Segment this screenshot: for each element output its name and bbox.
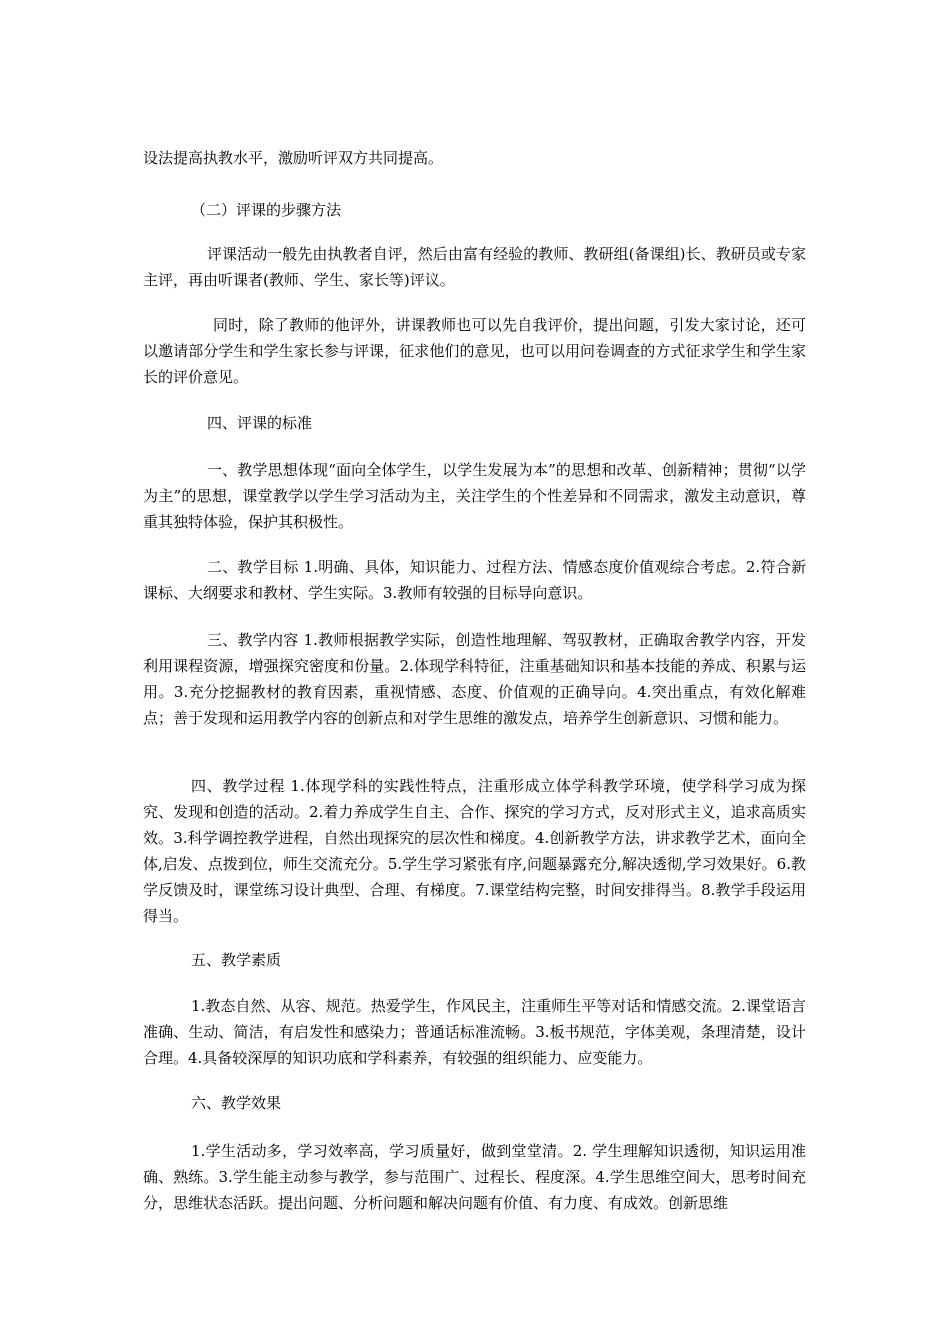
paragraph-teaching-thought: 一、教学思想体现“面向全体学生，以学生发展为本”的思想和改革、创新精神；贯彻“以学为主”的思想，课堂教学以学生学习活动为主，关注学生的个性差异和不同需求，激发主动意识，尊重其独特体验，保护其积极性。 — [143, 461, 806, 531]
heading-teaching-quality: 五、教学素质 — [191, 951, 282, 969]
paragraph-continuation: 设法提高执教水平，激励听评双方共同提高。 — [143, 149, 444, 167]
paragraph-teaching-process: 四、教学过程 1.体现学科的实践性特点，注重形成立体学科教学环境，使学科学习成为探究、发现和创造的活动。2.着力养成学生自主、合作、探究的学习方式，反对形式主义，追求高质实效。3.科学调控教学进程，自然出现探究的层次性和梯度。4.创新教学方法，讲求教学艺术，面向全体,启发、点拨到位，师生交流充分。5.学生学习紧张有序,问题暴露充分,解决透彻,学习效果好。6.教学反馈及时，课堂练习设计典型、合理、有梯度。7.课堂结构完整，时间安排得当。8.教学手段运用得当。 — [143, 777, 806, 925]
paragraph-review-process: 评课活动一般先由执教者自评，然后由富有经验的教师、教研组(备课组)长、教研员或专家主评，再由听课者(教师、学生、家长等)评议。 — [143, 245, 806, 289]
paragraph-teaching-content: 三、教学内容 1.教师根据教学实际，创造性地理解、驾驭教材，正确取舍教学内容，开发利用课程资源，增强探究密度和份量。2.体现学科特征，注重基础知识和基本技能的养成、积累与运用。3.充分挖掘教材的教育因素，重视情感、态度、价值观的正确导向。4.突出重点，有效化解难点；善于发现和运用教学内容的创新点和对学生思维的激发点，培养学生创新意识、习惯和能力。 — [143, 631, 806, 727]
heading-teaching-effect: 六、教学效果 — [191, 1094, 282, 1112]
subheading-review-steps: （二）评课的步骤方法 — [191, 201, 342, 219]
paragraph-teaching-effect: 1.学生活动多，学习效率高，学习质量好，做到堂堂清。2. 学生理解知识透彻，知识运用准确、熟练。3.学生能主动参与教学，参与范围广、过程长、程度深。4.学生思维空间大，思考时间充分，思维状态活跃。提出问题、分析问题和解决问题有价值、有力度、有成效。创新思维 — [143, 1142, 806, 1212]
paragraph-teaching-quality: 1.教态自然、从容、规范。热爱学生，作风民主，注重师生平等对话和情感交流。2.课堂语言准确、生动、简洁，有启发性和感染力；普通话标准流畅。3.板书规范，字体美观，条理清楚，设计合理。4.具备较深厚的知识功底和学科素养，有较强的组织能力、应变能力。 — [143, 997, 806, 1067]
paragraph-teaching-objectives: 二、教学目标 1.明确、具体，知识能力、过程方法、情感态度价值观综合考虑。2.符合新课标、大纲要求和教材、学生实际。3.教师有较强的目标导向意识。 — [143, 558, 806, 602]
heading-review-standards: 四、评课的标准 — [207, 414, 313, 432]
paragraph-self-evaluation: 同时，除了教师的他评外，讲课教师也可以先自我评价，提出问题，引发大家讨论，还可以邀请部分学生和学生家长参与评课，征求他们的意见，也可以用问卷调查的方式征求学生和学生家长的评价意见。 — [143, 316, 806, 386]
